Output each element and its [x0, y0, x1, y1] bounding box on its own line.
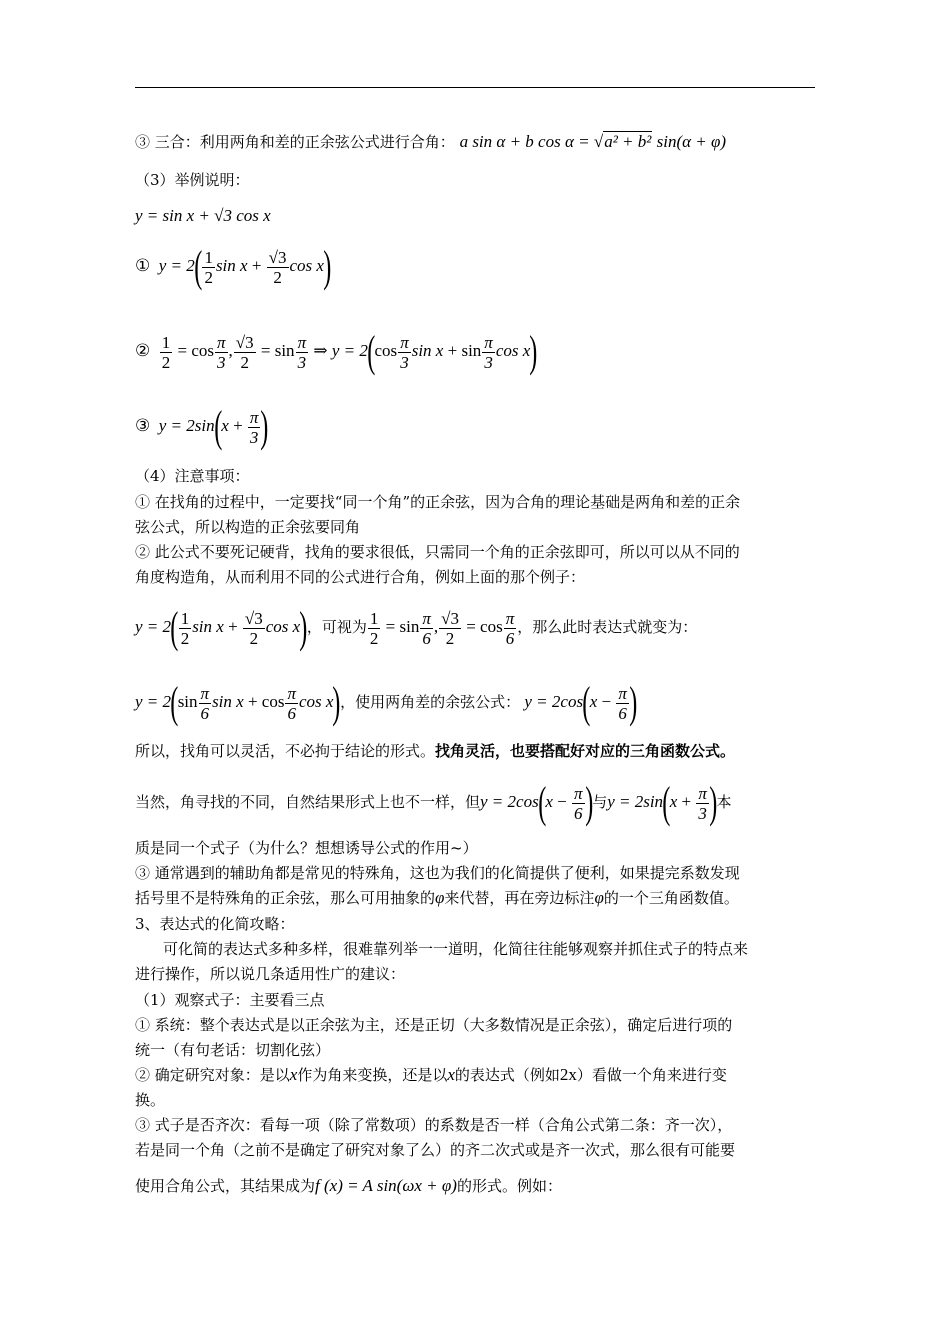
den: 3: [400, 352, 409, 372]
num: 1: [369, 608, 379, 628]
num: 1: [180, 608, 190, 628]
y-eq: y = 2: [135, 616, 172, 636]
text: ③ 三合：利用两角和差的正余弦公式进行合角：: [135, 133, 455, 151]
x: x: [289, 1065, 298, 1084]
cosx: cos x: [289, 255, 324, 275]
frac: [215, 333, 228, 372]
den: 3: [297, 352, 307, 372]
text: ，可视为: [306, 619, 367, 636]
x: x: [221, 415, 229, 435]
text-line-17: 可化简的表达式多种多样，很难靠列举一一道明，化简往往能够观察并抓住式子的特点来: [163, 940, 749, 958]
num: 1: [204, 247, 213, 267]
den: 3: [217, 352, 226, 372]
aux-left: a sin α + b cos α =: [459, 132, 594, 151]
y2sin: y = 2sin: [158, 415, 215, 435]
plus: +: [243, 691, 262, 711]
num: π: [574, 783, 583, 803]
num: π: [422, 608, 431, 628]
text-line-12: 当然，角寻找的不同，自然结果形式上也不一样，但y = 2cos(x − $\frac{\pi}{6}$ )与y = 2sin(x + $\frac{\pi}{3}$ )本: [135, 778, 732, 827]
x: x: [545, 792, 553, 811]
text-line-7: ② 此公式不要死记硬背，找角的要求很低，只需同一个角的正余弦即可，所以可以从不同的: [135, 543, 740, 561]
text-line-1: [135, 132, 726, 152]
text-line-9: y = 2( $\frac{1}{2}$ sin x + $\frac{√3}{2}$ cos x)，可视为 $\frac{1}{2}$ = sin $\frac{\pi}{6}$ , $\frac{√3}{2}$ = cos $\frac{\pi}{6}$ ，那么此时表达式就变为：: [135, 603, 698, 652]
implies: ⇒ y = 2: [309, 340, 368, 360]
plus: +: [247, 255, 266, 275]
sinx: sin x: [192, 616, 224, 636]
circle-2: ②: [135, 340, 151, 360]
text-line-5: ① 在找角的过程中，一定要找“同一个角”的正余弦，因为合角的理论基础是两角和差的正余: [135, 493, 741, 511]
aux-formula: a sin α + b cos α = √a² + b² sin(α + φ): [459, 132, 727, 151]
num: √3: [268, 247, 287, 267]
num: π: [217, 332, 226, 352]
frac: [199, 684, 212, 723]
cosx: cos x: [495, 340, 531, 360]
den: 6: [618, 703, 627, 723]
num: π: [618, 683, 627, 703]
frac: [439, 609, 461, 648]
num: √3: [235, 332, 254, 352]
den: 6: [200, 703, 210, 723]
frac: [160, 333, 173, 372]
text-line-21: 统一（有句老话：切割化弦）: [135, 1041, 331, 1059]
plus: +: [228, 415, 247, 435]
f-of-x: f (x) = A sin(ωx + φ): [315, 1176, 457, 1195]
phi: φ: [435, 888, 445, 907]
bold-text: 找角灵活，也要搭配好对应的三角函数公式。: [435, 742, 736, 760]
cosx: cos x: [265, 616, 301, 636]
den: 6: [422, 628, 431, 648]
frac: [696, 784, 709, 823]
text-line-22: [135, 1065, 727, 1085]
x: x: [589, 691, 598, 711]
frac: [504, 609, 517, 648]
minus: −: [597, 691, 616, 711]
num: π: [287, 683, 296, 703]
num: π: [505, 608, 515, 628]
text: 的形式。例如：: [456, 1177, 562, 1195]
text: ② 确定研究对象：是以: [135, 1066, 290, 1084]
frac: [179, 609, 192, 648]
den: 3: [484, 352, 493, 372]
sinx: sin x: [411, 340, 444, 360]
text-line-4: （4）注意事项：: [135, 467, 250, 485]
den: 2: [369, 628, 379, 648]
plus: +: [677, 792, 696, 811]
text-line-18: 进行操作，所以说几条适用性广的建议：: [135, 965, 406, 983]
num: π: [400, 332, 409, 352]
text-line-10: y = 2(sin $\frac{\pi}{6}$ sin x + cos $\frac{\pi}{6}$ cos x)，使用两角差的余弦公式： y = 2cos(x − $\frac{\pi}{6}$ ): [135, 678, 638, 727]
comma: ,: [228, 340, 233, 360]
eqcos: = cos: [461, 616, 503, 636]
text-line-2: （3）举例说明：: [135, 171, 250, 189]
text-line-13: 质是同一个式子（为什么？想想诱导公式的作用~）: [135, 839, 478, 857]
num: π: [200, 683, 210, 703]
text: 当然，角寻找的不同，自然结果形式上也不一样，但: [135, 793, 481, 811]
cos: cos: [261, 691, 285, 711]
num: π: [484, 332, 493, 352]
frac: [202, 248, 215, 287]
text-line-26: [135, 1176, 562, 1196]
text: 本: [716, 793, 732, 811]
text-line-16: 3、表达式的化简攻略：: [135, 915, 295, 933]
y-eq: y = 2: [135, 691, 172, 711]
text: ，使用两角差的余弦公式：: [340, 694, 521, 711]
num: 1: [161, 332, 171, 352]
circle-1: ①: [135, 255, 151, 275]
frac: [420, 609, 433, 648]
frac: [572, 784, 585, 823]
text: 作为角来变换，还是以: [297, 1066, 448, 1084]
y2cos: y = 2cos: [524, 691, 584, 711]
text-line-20: ① 系统：整个表达式是以正余弦为主，还是正切（大多数情况是正余弦），确定后进行项的: [135, 1016, 733, 1034]
text: ，那么此时表达式就变为：: [517, 619, 698, 636]
frac: [368, 609, 381, 648]
text: 括号里不是特殊角的正余弦，那么可用抽象的: [135, 889, 436, 907]
phi: φ: [594, 888, 604, 907]
aux-sqrt: a² + b²: [604, 132, 652, 151]
frac: [267, 248, 289, 287]
sinx: sin x: [215, 255, 248, 275]
num: √3: [441, 608, 459, 628]
text-line-23: 换。: [135, 1091, 166, 1109]
cos: cos: [374, 340, 398, 360]
plus: +: [443, 340, 462, 360]
text: 使用合角公式，其结果成为: [135, 1177, 316, 1195]
den: 2: [204, 267, 213, 287]
frac: [296, 333, 309, 372]
text-line-6: 弦公式，所以构造的正余弦要同角: [135, 518, 361, 536]
den: 2: [161, 352, 171, 372]
y-eq: y = 2: [158, 255, 195, 275]
den: 6: [287, 703, 296, 723]
den: 2: [240, 352, 249, 372]
den: 3: [698, 803, 707, 823]
cosx: cos x: [299, 691, 334, 711]
text-line-11: [135, 741, 735, 761]
frac: [248, 408, 261, 447]
den: 2: [445, 628, 455, 648]
text: 的表达式（例如: [454, 1066, 560, 1084]
text-line-25: 若是同一个角（之前不是确定了研究对象了么）的齐二次式或是齐一次式，那么很有可能要: [135, 1141, 736, 1159]
sin: sin: [177, 691, 198, 711]
minus: −: [552, 792, 571, 811]
x: x: [669, 792, 678, 811]
x: x: [447, 1065, 455, 1084]
frac: [616, 684, 629, 723]
step-3: ③ y = 2sin(x + $\frac{\pi}{3}$ ): [135, 402, 269, 451]
text: ）看做一个角来进行变: [576, 1066, 727, 1084]
eqsin: = sin: [256, 340, 295, 360]
frac: [234, 333, 256, 372]
text-line-15: [135, 888, 739, 908]
aux-tail: sin(α + φ): [652, 132, 727, 151]
example-formula: y = sin x + √3 cos x: [135, 206, 271, 225]
text: 来代替，再在旁边标注: [444, 889, 595, 907]
num: √3: [244, 608, 263, 628]
y2sin: y = 2sin: [607, 792, 664, 811]
plus: +: [223, 616, 242, 636]
step-2: ② $\frac{1}{2}$ = cos $\frac{\pi}{3}$ , $\frac{√3}{2}$ = sin $\frac{\pi}{3}$ ⇒ y = 2(cos $\frac{\pi}{3}$ sin x + sin $\frac{\pi}{3}$ cos x): [135, 327, 538, 376]
header-rule: [135, 87, 815, 88]
num: π: [249, 407, 259, 427]
den: 2: [249, 628, 259, 648]
num: π: [698, 783, 707, 803]
sin: sin: [461, 340, 482, 360]
den: 2: [180, 628, 190, 648]
den: 6: [574, 803, 583, 823]
two-x: 2x: [559, 1065, 577, 1084]
den: 6: [505, 628, 515, 648]
text-line-14: ③ 通常遇到的辅助角都是常见的特殊角，这也为我们的化简提供了便利，如果提完系数发现: [135, 864, 740, 882]
comma: ,: [433, 616, 439, 636]
sinx: sin x: [212, 691, 244, 711]
circle-3: ③: [135, 415, 151, 435]
text: 的一个三角函数值。: [603, 889, 739, 907]
text: 所以，找角可以灵活，不必拘于结论的形式。: [135, 742, 436, 760]
y2cos: y = 2cos: [480, 792, 539, 811]
den: 3: [249, 427, 259, 447]
step-1: ① y = 2( $\frac{1}{2}$ sin x + $\frac{√3}{2}$ cos x): [135, 242, 332, 291]
frac: [398, 333, 411, 372]
eqsin: = sin: [381, 616, 420, 636]
eqcos: = cos: [173, 340, 214, 360]
frac: [482, 333, 495, 372]
den: 2: [273, 267, 282, 287]
text-line-24: ③ 式子是否齐次：看每一项（除了常数项）的系数是否一样（合角公式第二条：齐一次），: [135, 1116, 733, 1134]
num: π: [297, 332, 307, 352]
frac: [243, 609, 265, 648]
text-line-8: 角度构造角，从而利用不同的公式进行合角，例如上面的那个例子：: [135, 568, 586, 586]
text: 与: [592, 793, 608, 811]
text-line-19: （1）观察式子：主要看三点: [135, 991, 325, 1009]
frac: [285, 684, 298, 723]
